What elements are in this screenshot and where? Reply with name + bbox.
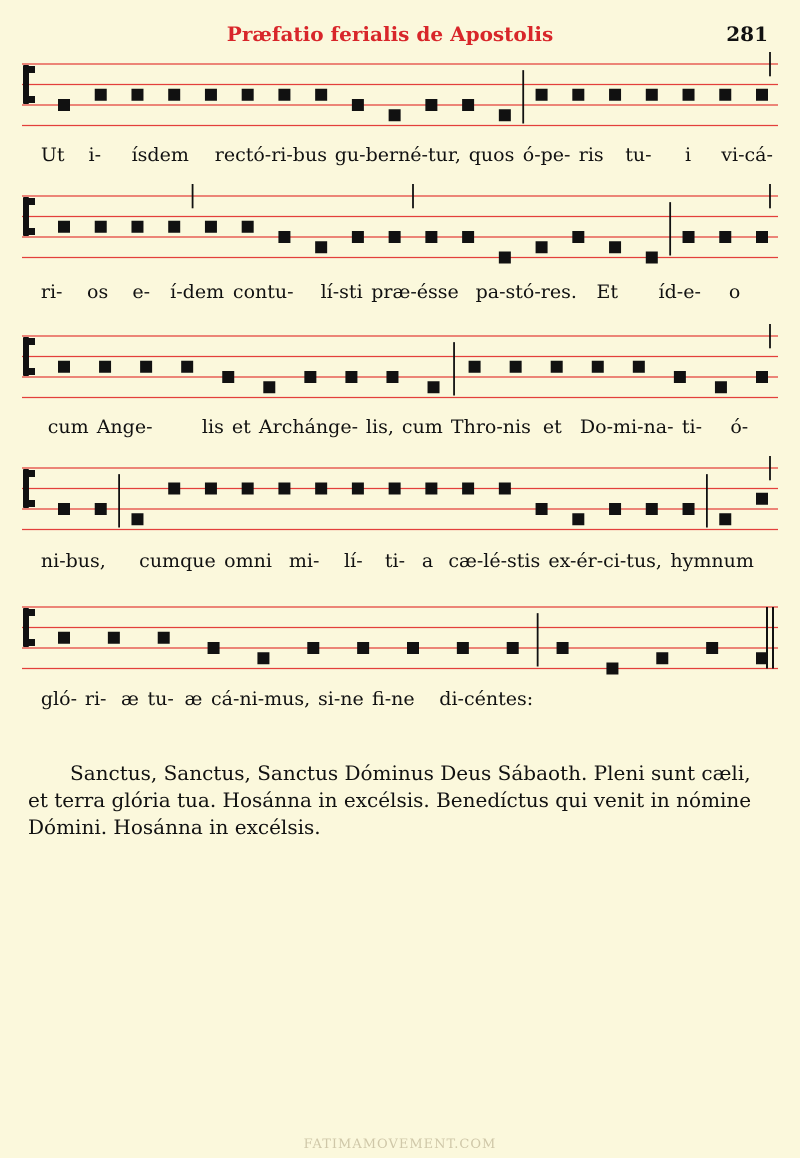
neume [131,513,143,525]
lyric-syllable: e- [132,281,151,303]
neume [719,513,731,525]
staff-svg [22,192,778,262]
neume [58,99,70,111]
lyric-syllable: Ut [40,144,65,166]
lyric-syllable: hymnum [670,550,754,572]
staff-svg [22,332,778,402]
lyric-syllable: Ange- [96,416,153,438]
lyric-syllable: lis [201,416,224,438]
staff [22,464,778,534]
neume [205,89,217,101]
neume [633,361,645,373]
neume [425,231,437,243]
neume [592,361,604,373]
staff-svg [22,60,778,130]
lyric-syllable: cumque [139,550,216,572]
lyric-syllable: vi-cá- [721,144,773,166]
neume [609,89,621,101]
neume [499,109,511,121]
lyric-syllable: os [87,281,109,303]
neume [208,642,220,654]
neume [58,503,70,515]
neume [756,231,768,243]
neume [352,483,364,495]
lyric-syllable: fi-ne [372,688,415,710]
neume [499,252,511,264]
neume [95,503,107,515]
neume [307,642,319,654]
lyric-syllable: Et [596,281,619,303]
neume [572,513,584,525]
neume [168,89,180,101]
lyric-syllable: omni [224,550,272,572]
neume [462,99,474,111]
neume [683,89,695,101]
lyrics-line [22,281,778,309]
lyric-syllable: æ [184,688,203,710]
neume [222,371,234,383]
staff [22,60,778,130]
sanctus-text [28,760,788,841]
neume [278,483,290,495]
staff [22,332,778,402]
neume [756,493,768,505]
neume [99,361,111,373]
lyric-syllable: et [231,416,251,438]
neume [352,231,364,243]
neume [656,652,668,664]
neume [131,221,143,233]
neume [95,89,107,101]
neume [389,231,401,243]
neume [756,371,768,383]
staff [22,192,778,262]
neume [315,483,327,495]
neume [352,99,364,111]
neume [674,371,686,383]
lyric-syllable: ri- [40,281,63,303]
neume [315,241,327,253]
neume [536,503,548,515]
neume [242,89,254,101]
lyric-syllable: di-céntes: [439,688,534,710]
neume [278,231,290,243]
neume [719,89,731,101]
neume [572,89,584,101]
neume [58,361,70,373]
neume [425,483,437,495]
neume [158,632,170,644]
lyric-syllable: ri- [84,688,107,710]
neume [389,483,401,495]
neume [683,231,695,243]
lyric-syllable: mi- [288,550,320,572]
neume [715,381,727,393]
neume [462,483,474,495]
final-bar [767,607,773,669]
neume [389,109,401,121]
neume [181,361,193,373]
lyrics-line [22,550,778,578]
lyric-syllable: gu-berné-tur, [334,144,461,166]
lyric-syllable: o [728,281,741,303]
lyric-syllable: æ [121,688,139,710]
neume [357,642,369,654]
lyric-syllable: rectó-ri-bus [214,144,327,166]
lyric-syllable: si-ne [318,688,364,710]
lyric-syllable: præ-ésse [371,281,459,303]
lyric-syllable: ni-bus, [40,550,106,572]
neume [609,503,621,515]
lyric-syllable: í-dem [170,281,225,303]
neume [95,221,107,233]
neume [205,483,217,495]
neume [168,221,180,233]
neume [425,99,437,111]
neume [58,221,70,233]
neume [457,642,469,654]
neume [551,361,563,373]
lyric-syllable: quos [468,144,515,166]
neume [606,663,618,675]
lyric-syllable: Do-mi-na- [579,416,674,438]
lyric-syllable: ti- [681,416,703,438]
neume [242,483,254,495]
lyric-syllable: a [421,550,434,572]
lyric-syllable: tu- [625,144,652,166]
prose-line: et terra glória tua. Hosánna in excélsis. Benedíctus qui venit in nómine [28,788,752,812]
neume [263,381,275,393]
lyric-syllable: et [542,416,562,438]
neume [646,503,658,515]
neume [315,89,327,101]
lyrics-line [22,688,778,716]
lyric-syllable: ex-ér-ci-tus, [548,550,662,572]
neume [428,381,440,393]
page-number: 281 [726,22,768,46]
lyric-syllable: íd-e- [658,281,701,303]
watermark: FATIMAMOVEMENT.COM [303,1137,497,1152]
neume [536,89,548,101]
lyric-syllable: Archánge- [258,416,358,438]
lyric-syllable: lis, [365,416,394,438]
lyric-syllable: i [685,144,692,166]
neume [507,642,519,654]
neume [462,231,474,243]
neume [140,361,152,373]
neume [683,503,695,515]
neume [646,89,658,101]
lyric-syllable: gló- [40,688,77,710]
lyric-syllable: contu- [232,281,294,303]
lyric-syllable: ris [578,144,604,166]
neume [557,642,569,654]
lyric-syllable: pa-stó-res. [475,281,577,303]
neume [719,231,731,243]
lyric-syllable: lí- [344,550,363,572]
neume [386,371,398,383]
neume [168,483,180,495]
neume [609,241,621,253]
page-title: Præfatio ferialis de Apostolis [226,22,554,46]
lyric-syllable: i- [88,144,102,166]
neume [510,361,522,373]
lyric-syllable: tu- [147,688,174,710]
lyric-syllable: cum [401,416,443,438]
lyric-syllable: Thro-nis [450,416,531,438]
prose-line: Dómini. Hosánna in excélsis. [28,815,321,839]
neume [205,221,217,233]
staff-svg [22,603,778,673]
neume [646,252,658,264]
neume [536,241,548,253]
lyrics-line [22,144,778,172]
lyric-syllable: ó-pe- [522,144,571,166]
lyric-syllable: cæ-lé-stis [448,550,541,572]
lyric-syllable: ó- [730,416,749,438]
neume [278,89,290,101]
neume [499,483,511,495]
neume [756,89,768,101]
lyric-syllable: ti- [384,550,406,572]
lyric-syllable: lí-sti [320,281,363,303]
neume [58,632,70,644]
prose-line: Sanctus, Sanctus, Sanctus Dóminus Deus Sábaoth. Pleni sunt cæli, [70,761,751,785]
neume [257,652,269,664]
neume [572,231,584,243]
lyric-syllable: cum [47,416,89,438]
neume [469,361,481,373]
neume [108,632,120,644]
lyrics-line [22,416,778,444]
staff [22,603,778,673]
neume [131,89,143,101]
neume [242,221,254,233]
lyric-syllable: ísdem [131,144,189,166]
lyric-syllable: cá-ni-mus, [211,688,311,710]
neume [706,642,718,654]
staff-svg [22,464,778,534]
neume [407,642,419,654]
neume [345,371,357,383]
neume [304,371,316,383]
